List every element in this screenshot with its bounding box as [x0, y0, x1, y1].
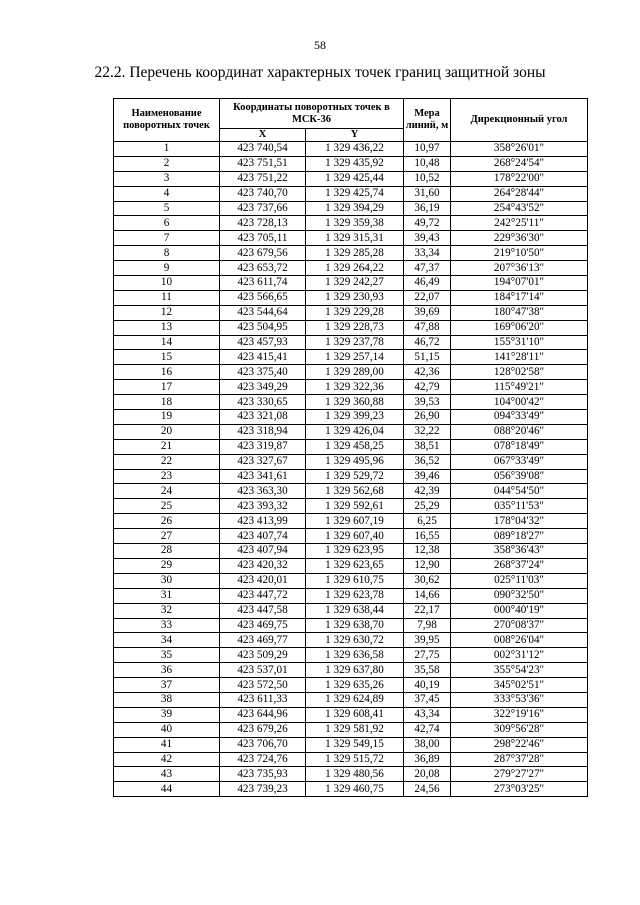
cell-x: 423 469,75	[220, 618, 306, 633]
cell-direction-angle: 268°37'24"	[451, 558, 588, 573]
cell-point-number: 42	[114, 752, 220, 767]
cell-y: 1 329 289,00	[306, 365, 404, 380]
cell-point-number: 6	[114, 216, 220, 231]
cell-line-length: 39,43	[404, 231, 451, 246]
table-header	[114, 99, 588, 142]
cell-point-number: 12	[114, 305, 220, 320]
cell-y: 1 329 515,72	[306, 752, 404, 767]
cell-direction-angle: 355°54'23"	[451, 663, 588, 678]
cell-x: 423 341,61	[220, 469, 306, 484]
cell-x: 423 447,72	[220, 588, 306, 603]
cell-point-number: 29	[114, 558, 220, 573]
cell-x: 423 679,26	[220, 722, 306, 737]
cell-line-length: 22,17	[404, 603, 451, 618]
cell-y: 1 329 623,95	[306, 544, 404, 559]
cell-y: 1 329 460,75	[306, 782, 404, 797]
cell-y: 1 329 359,38	[306, 216, 404, 231]
cell-y: 1 329 638,70	[306, 618, 404, 633]
table-row	[114, 439, 588, 454]
cell-direction-angle: 270°08'37"	[451, 618, 588, 633]
table-row	[114, 246, 588, 261]
cell-x: 423 407,74	[220, 529, 306, 544]
cell-direction-angle: 128°02'58"	[451, 365, 588, 380]
cell-line-length: 7,98	[404, 618, 451, 633]
cell-y: 1 329 425,74	[306, 186, 404, 201]
cell-point-number: 3	[114, 171, 220, 186]
cell-y: 1 329 229,28	[306, 305, 404, 320]
cell-line-length: 31,60	[404, 186, 451, 201]
cell-direction-angle: 090°32'50"	[451, 588, 588, 603]
header-y: Y	[306, 129, 404, 142]
cell-point-number: 40	[114, 722, 220, 737]
cell-y: 1 329 394,29	[306, 201, 404, 216]
cell-y: 1 329 480,56	[306, 767, 404, 782]
cell-x: 423 330,65	[220, 395, 306, 410]
cell-y: 1 329 425,44	[306, 171, 404, 186]
table-row	[114, 395, 588, 410]
header-direction-angle: Дирекционный угол	[451, 99, 588, 142]
table-row	[114, 782, 588, 797]
cell-line-length: 39,69	[404, 305, 451, 320]
cell-direction-angle: 141°28'11"	[451, 350, 588, 365]
cell-line-length: 12,90	[404, 558, 451, 573]
cell-point-number: 23	[114, 469, 220, 484]
cell-y: 1 329 607,40	[306, 529, 404, 544]
cell-line-length: 39,46	[404, 469, 451, 484]
cell-line-length: 47,37	[404, 261, 451, 276]
cell-point-number: 44	[114, 782, 220, 797]
table-row	[114, 469, 588, 484]
table-row	[114, 410, 588, 425]
cell-x: 423 363,30	[220, 484, 306, 499]
cell-y: 1 329 549,15	[306, 737, 404, 752]
cell-direction-angle: 309°56'28"	[451, 722, 588, 737]
table-body	[114, 142, 588, 797]
cell-y: 1 329 242,27	[306, 276, 404, 291]
cell-line-length: 27,75	[404, 648, 451, 663]
cell-point-number: 16	[114, 365, 220, 380]
cell-direction-angle: 044°54'50"	[451, 484, 588, 499]
cell-line-length: 25,29	[404, 499, 451, 514]
cell-point-number: 37	[114, 678, 220, 693]
cell-direction-angle: 273°03'25"	[451, 782, 588, 797]
cell-line-length: 26,90	[404, 410, 451, 425]
cell-line-length: 6,25	[404, 514, 451, 529]
cell-point-number: 31	[114, 588, 220, 603]
cell-y: 1 329 426,04	[306, 424, 404, 439]
cell-point-number: 10	[114, 276, 220, 291]
cell-direction-angle: 089°18'27"	[451, 529, 588, 544]
cell-x: 423 469,77	[220, 633, 306, 648]
table-row	[114, 186, 588, 201]
cell-point-number: 39	[114, 707, 220, 722]
cell-x: 423 611,33	[220, 692, 306, 707]
cell-line-length: 30,62	[404, 573, 451, 588]
cell-line-length: 16,55	[404, 529, 451, 544]
cell-y: 1 329 264,22	[306, 261, 404, 276]
cell-point-number: 17	[114, 380, 220, 395]
cell-y: 1 329 458,25	[306, 439, 404, 454]
cell-point-number: 9	[114, 261, 220, 276]
cell-x: 423 327,67	[220, 454, 306, 469]
cell-direction-angle: 194°07'01"	[451, 276, 588, 291]
cell-point-number: 28	[114, 544, 220, 559]
cell-y: 1 329 610,75	[306, 573, 404, 588]
cell-y: 1 329 360,88	[306, 395, 404, 410]
table-row	[114, 678, 588, 693]
table-row	[114, 544, 588, 559]
cell-direction-angle: 229°36'30"	[451, 231, 588, 246]
cell-x: 423 653,72	[220, 261, 306, 276]
cell-direction-angle: 268°24'54"	[451, 156, 588, 171]
cell-x: 423 544,64	[220, 305, 306, 320]
table-row	[114, 663, 588, 678]
cell-point-number: 33	[114, 618, 220, 633]
cell-line-length: 10,97	[404, 142, 451, 157]
cell-point-number: 24	[114, 484, 220, 499]
cell-direction-angle: 358°36'43"	[451, 544, 588, 559]
table-row	[114, 350, 588, 365]
cell-x: 423 447,58	[220, 603, 306, 618]
cell-x: 423 457,93	[220, 335, 306, 350]
cell-point-number: 15	[114, 350, 220, 365]
cell-point-number: 34	[114, 633, 220, 648]
cell-y: 1 329 228,73	[306, 320, 404, 335]
cell-point-number: 1	[114, 142, 220, 157]
cell-point-number: 11	[114, 290, 220, 305]
table-row	[114, 201, 588, 216]
cell-x: 423 724,76	[220, 752, 306, 767]
table-row	[114, 573, 588, 588]
cell-line-length: 49,72	[404, 216, 451, 231]
cell-direction-angle: 178°04'32"	[451, 514, 588, 529]
cell-y: 1 329 638,44	[306, 603, 404, 618]
cell-direction-angle: 056°39'08"	[451, 469, 588, 484]
table-row	[114, 365, 588, 380]
cell-line-length: 43,34	[404, 707, 451, 722]
cell-line-length: 10,48	[404, 156, 451, 171]
cell-y: 1 329 436,22	[306, 142, 404, 157]
table-row	[114, 305, 588, 320]
cell-x: 423 611,74	[220, 276, 306, 291]
table-row	[114, 514, 588, 529]
cell-y: 1 329 637,80	[306, 663, 404, 678]
header-point-name: Наименование поворотных точек	[114, 99, 220, 142]
cell-point-number: 19	[114, 410, 220, 425]
coordinates-table	[113, 98, 588, 797]
cell-y: 1 329 435,92	[306, 156, 404, 171]
cell-direction-angle: 155°31'10"	[451, 335, 588, 350]
cell-direction-angle: 115°49'21"	[451, 380, 588, 395]
table-row	[114, 752, 588, 767]
cell-x: 423 375,40	[220, 365, 306, 380]
cell-direction-angle: 025°11'03"	[451, 573, 588, 588]
cell-y: 1 329 322,36	[306, 380, 404, 395]
cell-x: 423 415,41	[220, 350, 306, 365]
cell-direction-angle: 088°20'46"	[451, 424, 588, 439]
table-row	[114, 142, 588, 157]
cell-x: 423 321,08	[220, 410, 306, 425]
table-row	[114, 588, 588, 603]
cell-direction-angle: 094°33'49"	[451, 410, 588, 425]
cell-direction-angle: 358°26'01"	[451, 142, 588, 157]
cell-line-length: 39,95	[404, 633, 451, 648]
table-row	[114, 380, 588, 395]
cell-line-length: 46,72	[404, 335, 451, 350]
cell-direction-angle: 178°22'00"	[451, 171, 588, 186]
cell-direction-angle: 067°33'49"	[451, 454, 588, 469]
table-row	[114, 603, 588, 618]
cell-direction-angle: 180°47'38"	[451, 305, 588, 320]
cell-point-number: 5	[114, 201, 220, 216]
cell-direction-angle: 000°40'19"	[451, 603, 588, 618]
cell-direction-angle: 279°27'27"	[451, 767, 588, 782]
cell-x: 423 420,01	[220, 573, 306, 588]
table-row	[114, 454, 588, 469]
cell-direction-angle: 242°25'11"	[451, 216, 588, 231]
header-coordinates: Координаты поворотных точек в МСК-36	[220, 99, 404, 129]
cell-y: 1 329 635,26	[306, 678, 404, 693]
cell-x: 423 751,51	[220, 156, 306, 171]
cell-direction-angle: 169°06'20"	[451, 320, 588, 335]
cell-x: 423 739,23	[220, 782, 306, 797]
cell-direction-angle: 287°37'28"	[451, 752, 588, 767]
cell-direction-angle: 008°26'04"	[451, 633, 588, 648]
cell-line-length: 38,51	[404, 439, 451, 454]
cell-x: 423 566,65	[220, 290, 306, 305]
cell-direction-angle: 207°36'13"	[451, 261, 588, 276]
table-row	[114, 529, 588, 544]
table-row	[114, 648, 588, 663]
page-number: 58	[314, 38, 326, 52]
cell-point-number: 36	[114, 663, 220, 678]
cell-line-length: 39,53	[404, 395, 451, 410]
table-row	[114, 707, 588, 722]
table-row	[114, 767, 588, 782]
cell-x: 423 706,70	[220, 737, 306, 752]
cell-direction-angle: 184°17'14"	[451, 290, 588, 305]
table-row	[114, 290, 588, 305]
cell-point-number: 13	[114, 320, 220, 335]
cell-y: 1 329 285,28	[306, 246, 404, 261]
cell-point-number: 30	[114, 573, 220, 588]
cell-x: 423 319,87	[220, 439, 306, 454]
cell-x: 423 413,99	[220, 514, 306, 529]
cell-point-number: 8	[114, 246, 220, 261]
cell-point-number: 43	[114, 767, 220, 782]
table-row	[114, 231, 588, 246]
table-row	[114, 424, 588, 439]
table-row	[114, 558, 588, 573]
cell-line-length: 40,19	[404, 678, 451, 693]
table-row	[114, 737, 588, 752]
cell-direction-angle: 002°31'12"	[451, 648, 588, 663]
cell-y: 1 329 636,58	[306, 648, 404, 663]
cell-point-number: 22	[114, 454, 220, 469]
cell-y: 1 329 607,19	[306, 514, 404, 529]
cell-x: 423 572,50	[220, 678, 306, 693]
cell-line-length: 32,22	[404, 424, 451, 439]
cell-line-length: 42,74	[404, 722, 451, 737]
cell-line-length: 42,79	[404, 380, 451, 395]
cell-line-length: 10,52	[404, 171, 451, 186]
cell-x: 423 679,56	[220, 246, 306, 261]
cell-point-number: 20	[114, 424, 220, 439]
table-row	[114, 156, 588, 171]
cell-point-number: 14	[114, 335, 220, 350]
table-row	[114, 692, 588, 707]
cell-x: 423 644,96	[220, 707, 306, 722]
cell-x: 423 504,95	[220, 320, 306, 335]
cell-point-number: 4	[114, 186, 220, 201]
table-row	[114, 618, 588, 633]
cell-x: 423 740,70	[220, 186, 306, 201]
cell-point-number: 32	[114, 603, 220, 618]
cell-x: 423 349,29	[220, 380, 306, 395]
cell-direction-angle: 322°19'16"	[451, 707, 588, 722]
cell-line-length: 36,19	[404, 201, 451, 216]
cell-line-length: 42,39	[404, 484, 451, 499]
cell-line-length: 24,56	[404, 782, 451, 797]
cell-y: 1 329 562,68	[306, 484, 404, 499]
cell-point-number: 27	[114, 529, 220, 544]
cell-y: 1 329 529,72	[306, 469, 404, 484]
document-title: 22.2. Перечень координат характерных точек границ защитной зоны	[94, 64, 546, 81]
cell-line-length: 42,36	[404, 365, 451, 380]
cell-x: 423 407,94	[220, 544, 306, 559]
cell-direction-angle: 254°43'52"	[451, 201, 588, 216]
cell-y: 1 329 495,96	[306, 454, 404, 469]
cell-y: 1 329 624,89	[306, 692, 404, 707]
table-row	[114, 216, 588, 231]
cell-point-number: 35	[114, 648, 220, 663]
cell-y: 1 329 399,23	[306, 410, 404, 425]
cell-x: 423 751,22	[220, 171, 306, 186]
cell-line-length: 36,89	[404, 752, 451, 767]
table-row	[114, 335, 588, 350]
cell-line-length: 46,49	[404, 276, 451, 291]
cell-line-length: 35,58	[404, 663, 451, 678]
cell-direction-angle: 035°11'53"	[451, 499, 588, 514]
cell-y: 1 329 257,14	[306, 350, 404, 365]
cell-line-length: 37,45	[404, 692, 451, 707]
cell-point-number: 38	[114, 692, 220, 707]
cell-point-number: 26	[114, 514, 220, 529]
cell-line-length: 20,08	[404, 767, 451, 782]
cell-direction-angle: 104°00'42"	[451, 395, 588, 410]
cell-y: 1 329 237,78	[306, 335, 404, 350]
cell-line-length: 47,88	[404, 320, 451, 335]
cell-direction-angle: 333°53'36"	[451, 692, 588, 707]
cell-line-length: 12,38	[404, 544, 451, 559]
cell-y: 1 329 630,72	[306, 633, 404, 648]
header-x: X	[220, 129, 306, 142]
cell-x: 423 537,01	[220, 663, 306, 678]
cell-x: 423 420,32	[220, 558, 306, 573]
cell-y: 1 329 230,93	[306, 290, 404, 305]
table-row	[114, 171, 588, 186]
cell-line-length: 14,66	[404, 588, 451, 603]
cell-y: 1 329 608,41	[306, 707, 404, 722]
cell-point-number: 41	[114, 737, 220, 752]
cell-line-length: 36,52	[404, 454, 451, 469]
cell-x: 423 728,13	[220, 216, 306, 231]
cell-direction-angle: 345°02'51"	[451, 678, 588, 693]
cell-point-number: 18	[114, 395, 220, 410]
cell-line-length: 38,00	[404, 737, 451, 752]
cell-line-length: 22,07	[404, 290, 451, 305]
table-row	[114, 484, 588, 499]
cell-x: 423 740,54	[220, 142, 306, 157]
cell-point-number: 25	[114, 499, 220, 514]
cell-x: 423 318,94	[220, 424, 306, 439]
cell-y: 1 329 592,61	[306, 499, 404, 514]
cell-x: 423 509,29	[220, 648, 306, 663]
cell-line-length: 33,34	[404, 246, 451, 261]
cell-x: 423 705,11	[220, 231, 306, 246]
table-row	[114, 722, 588, 737]
cell-direction-angle: 078°18'49"	[451, 439, 588, 454]
cell-x: 423 393,32	[220, 499, 306, 514]
cell-y: 1 329 315,31	[306, 231, 404, 246]
table-row	[114, 499, 588, 514]
cell-direction-angle: 219°10'50"	[451, 246, 588, 261]
cell-point-number: 7	[114, 231, 220, 246]
cell-x: 423 735,93	[220, 767, 306, 782]
header-line-length: Мера линий, м	[404, 99, 451, 142]
table-row	[114, 320, 588, 335]
table-row	[114, 633, 588, 648]
cell-point-number: 21	[114, 439, 220, 454]
cell-y: 1 329 623,65	[306, 558, 404, 573]
table-row	[114, 261, 588, 276]
cell-y: 1 329 581,92	[306, 722, 404, 737]
table-row	[114, 276, 588, 291]
cell-x: 423 737,66	[220, 201, 306, 216]
cell-y: 1 329 623,78	[306, 588, 404, 603]
cell-point-number: 2	[114, 156, 220, 171]
cell-direction-angle: 298°22'46"	[451, 737, 588, 752]
cell-direction-angle: 264°28'44"	[451, 186, 588, 201]
cell-line-length: 51,15	[404, 350, 451, 365]
